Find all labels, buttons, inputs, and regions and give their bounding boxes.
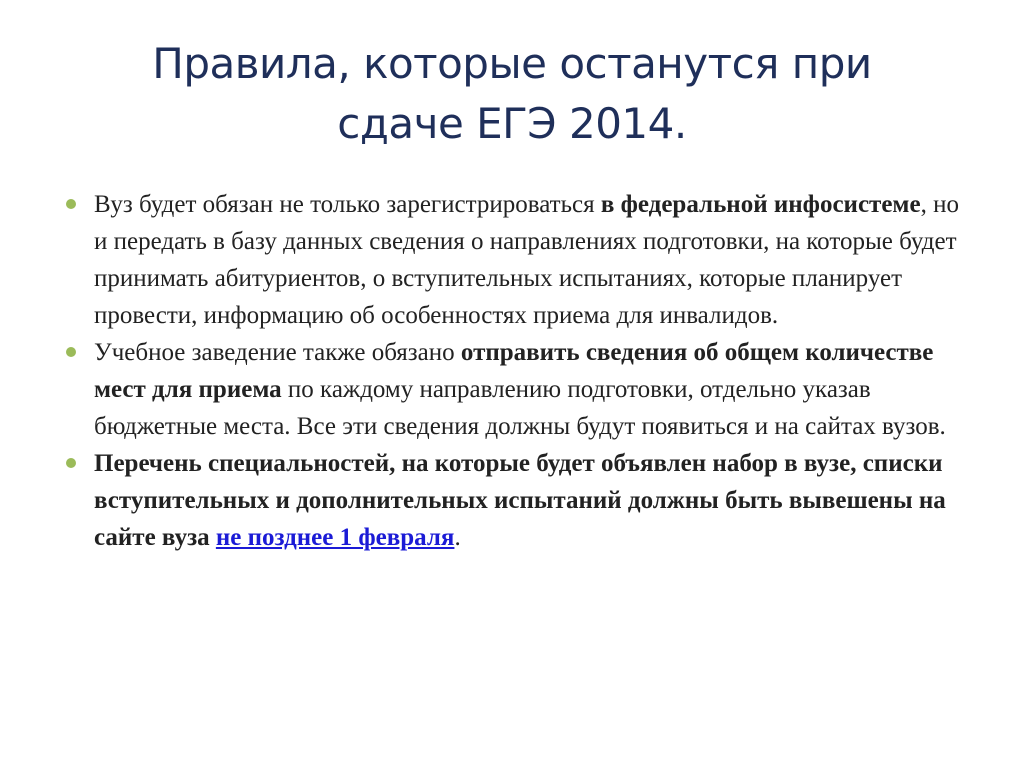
bullet-2-bold: отправить сведения об общем количестве мест для приема xyxy=(94,339,934,403)
bullet-2-text: Учебное заведение также обязано xyxy=(94,339,461,366)
bullet-3-rest: . xyxy=(454,524,461,551)
slide-title xyxy=(60,34,964,154)
title-line-2 xyxy=(60,94,964,154)
bullet-list xyxy=(64,186,970,556)
bullet-item-3 xyxy=(64,445,970,556)
bullet-dot-icon xyxy=(66,347,76,357)
bullet-item-1 xyxy=(64,186,970,334)
bullet-2-rest: по каждому направлению подготовки, отдельно указав бюджетные места. Все эти сведения должны будут появиться и на сайтах вузов. xyxy=(94,376,946,440)
title-period: . xyxy=(673,99,687,148)
title-line-1: Правила, которые останутся при xyxy=(152,39,872,88)
bullet-dot-icon xyxy=(66,458,76,468)
deadline-link[interactable]: не позднее 1 февраля xyxy=(215,524,455,551)
bullet-item-2 xyxy=(64,334,970,445)
bullet-1-rest: , но и передать в базу данных сведения о направлениях подготовки, на которые будет принимать абитуриентов, о вступительных испытаниях, которые планирует провести, информацию об особенностях приема для инвалидов. xyxy=(94,191,959,329)
bullet-dot-icon xyxy=(66,199,76,209)
bullet-3-bold: Перечень специальностей, на которые будет объявлен набор в вузе, списки вступительных и дополнительных испытаний должны быть вывешены на сайте вуза xyxy=(94,450,946,551)
title-line-2-text: сдаче ЕГЭ 2014 xyxy=(337,99,674,148)
bullet-1-bold: в федеральной инфосистеме xyxy=(600,191,921,218)
bullet-1-text: Вуз будет обязан не только зарегистрироваться xyxy=(94,191,601,218)
